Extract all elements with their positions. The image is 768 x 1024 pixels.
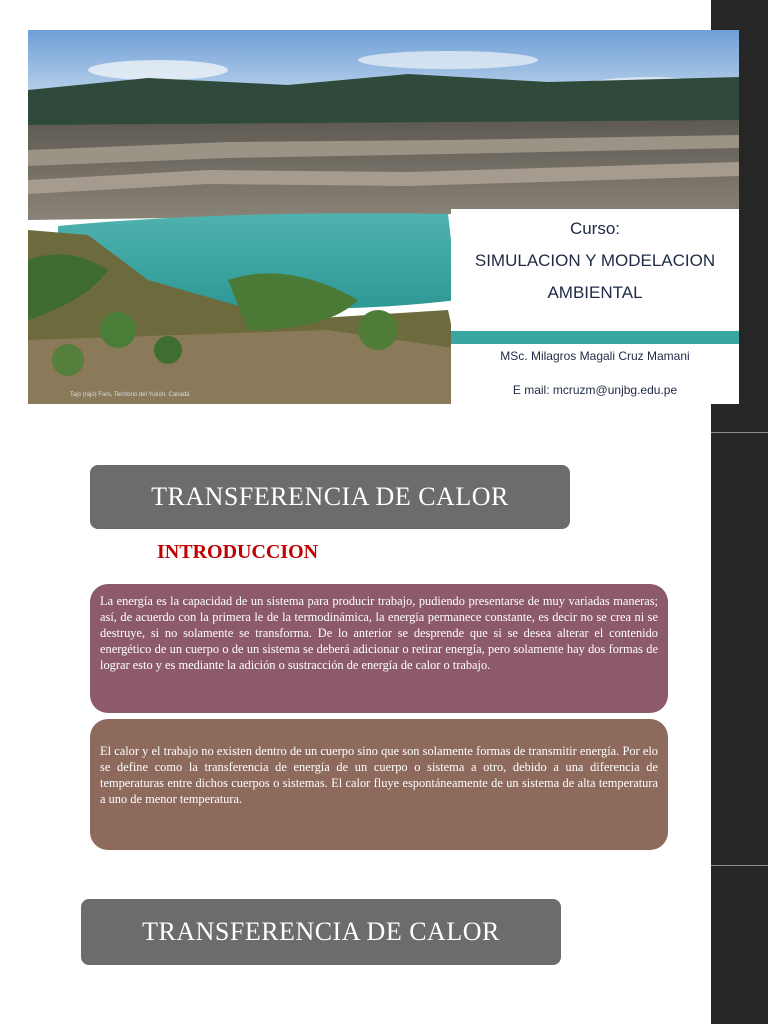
energy-paragraph-box: La energía es la capacidad de un sistema para producir trabajo, pudiendo presentarse de muy variadas maneras; así, de acuerdo con la primera le de la termodinámica, la energía permanece constante, es decir no se crea ni se destruye, si no solamente se transforma. De lo anterior se desprende que si se desea alterar el contenido energético de un cuerpo o de un sistema se deberá adicionar o retirar energía, pero solamente hay dos formas de lograr esto y es mediante la adición o sustracción de energía de calor o trabajo. <box>90 584 668 713</box>
heat-paragraph-box: El calor y el trabajo no existen dentro de un cuerpo sino que son solamente formas de transmitir energía. Por elo se define como la transferencia de energía de un cuerpo o sistema a otro, debido a una diferencia de temperaturas entre dichos cuerpos o sistemas. El calor fluye espontáneamente de un sistema de alta temperatura a uno de menor temperatura. <box>90 719 668 850</box>
author-name: MSc. Milagros Magali Cruz Mamani <box>500 349 690 363</box>
section-title: TRANSFERENCIA DE CALOR <box>90 465 570 529</box>
course-label: Curso: <box>569 219 621 238</box>
course-box <box>451 209 739 331</box>
author-box <box>451 344 739 404</box>
course-name-line2: AMBIENTAL <box>547 283 643 302</box>
section-title-next-page: TRANSFERENCIA DE CALOR <box>81 899 561 965</box>
page-separator <box>711 432 768 433</box>
course-name-line1: SIMULACION Y MODELACION <box>474 251 716 270</box>
page-separator <box>711 865 768 866</box>
intro-heading: INTRODUCCION <box>157 541 319 563</box>
author-email: E mail: mcruzm@unjbg.edu.pe <box>512 383 678 397</box>
photo-caption: Tajo (rajo) Faro, Territorio del Yukón, Canadá <box>70 392 190 398</box>
